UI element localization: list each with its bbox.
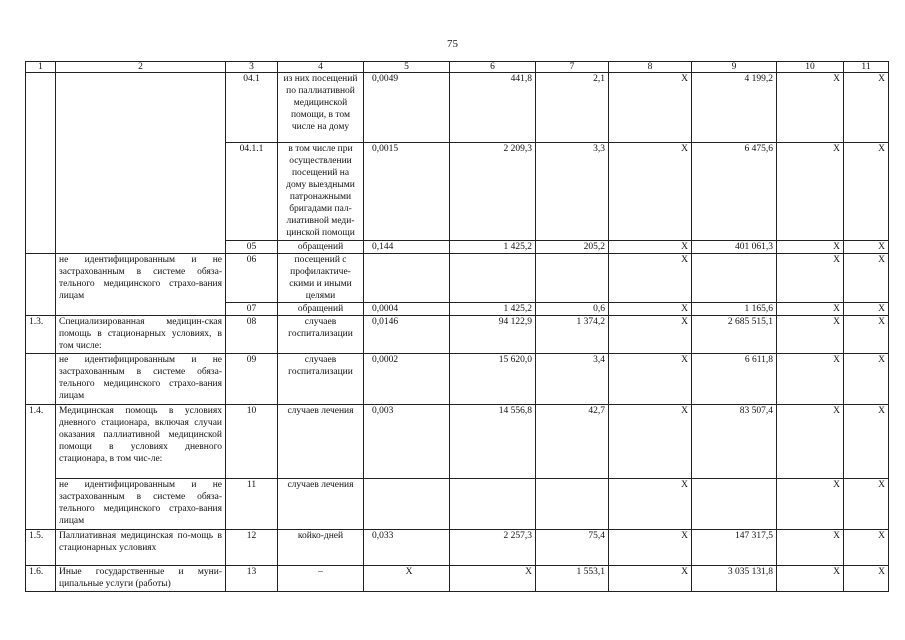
table-row [26,530,889,566]
cell-value: X [609,479,692,530]
cost-norm [450,254,536,303]
service-description: Иные государственные и муни-ципальные услуги (работы) [56,566,226,592]
service-description: Паллиативная медицинская по-мощь в стационарных условиях [56,530,226,566]
volume-norm [364,254,450,303]
cell-value: X [609,354,692,405]
volume-norm: 0,0002 [364,354,450,405]
per-capita-value [536,479,609,530]
total-value: 401 061,3 [692,241,777,254]
unit-of-measure: случаев лечения [278,405,364,479]
per-capita-value: 2,1 [536,73,609,143]
row-code: 04.1 [226,73,278,143]
volume-norm: 0,033 [364,530,450,566]
column-header: 7 [536,62,609,73]
column-header: 11 [844,62,889,73]
cell-value: X [844,354,889,405]
volume-norm: 0,0146 [364,316,450,354]
unit-of-measure: койко-дней [278,530,364,566]
section-number [26,73,56,254]
cell-value: X [609,316,692,354]
row-code: 13 [226,566,278,592]
unit-of-measure: случаев лечения [278,479,364,530]
service-description: не идентифицированным и не застрахованным в системе обяза-тельного медицинского страхо-вания лицам [56,479,226,530]
cell-value: X [777,479,844,530]
cell-value: X [609,303,692,316]
row-code: 08 [226,316,278,354]
volume-norm: X [364,566,450,592]
cost-norm: 441,8 [450,73,536,143]
column-header: 10 [777,62,844,73]
section-number: 1.4. [26,405,56,530]
row-code: 06 [226,254,278,303]
cost-norm: 2 209,3 [450,143,536,241]
per-capita-value: 1 374,2 [536,316,609,354]
cell-value: X [777,303,844,316]
per-capita-value: 205,2 [536,241,609,254]
column-header: 6 [450,62,536,73]
cell-value: X [609,566,692,592]
total-value [692,479,777,530]
column-header: 1 [26,62,56,73]
row-code: 09 [226,354,278,405]
unit-of-measure: – [278,566,364,592]
total-value: 83 507,4 [692,405,777,479]
total-value: 1 165,6 [692,303,777,316]
table-row [26,354,889,405]
table-row [26,479,889,530]
unit-of-measure: случаев госпитализации [278,316,364,354]
column-header: 2 [56,62,226,73]
service-description [56,73,226,254]
per-capita-value: 1 553,1 [536,566,609,592]
column-header: 5 [364,62,450,73]
cell-value: X [844,143,889,241]
table-row [26,566,889,592]
row-code: 04.1.1 [226,143,278,241]
cell-value: X [777,241,844,254]
cell-value: X [777,73,844,143]
column-header: 4 [278,62,364,73]
cell-value: X [609,73,692,143]
cost-norm: 2 257,3 [450,530,536,566]
total-value: 2 685 515,1 [692,316,777,354]
cell-value: X [844,303,889,316]
cell-value: X [844,316,889,354]
cell-value: X [777,566,844,592]
cell-value: X [844,405,889,479]
section-number: 1.6. [26,566,56,592]
service-description: Медицинская помощь в условиях дневного стационара, включая случаи оказания паллиативной медицинской помощи в условиях дневного стационара, в том чис-ле: [56,405,226,479]
section-number: 1.5. [26,530,56,566]
page-number: 75 [447,38,458,50]
table-row [26,316,889,354]
volume-norm: 0,0004 [364,303,450,316]
cell-value: X [609,241,692,254]
per-capita-value: 75,4 [536,530,609,566]
cell-value: X [609,530,692,566]
cost-norm: 15 620,0 [450,354,536,405]
row-code: 07 [226,303,278,316]
per-capita-value [536,254,609,303]
table-row [26,405,889,479]
total-value: 6 475,6 [692,143,777,241]
volume-norm: 0,0049 [364,73,450,143]
service-description: Специализированная медицин-ская помощь в стационарных условиях, в том числе: [56,316,226,354]
row-code: 11 [226,479,278,530]
per-capita-value: 42,7 [536,405,609,479]
unit-of-measure: посещений с профилактиче-скими и иными целями [278,254,364,303]
data-table [25,61,889,592]
cell-value: X [777,354,844,405]
cost-norm: 94 122,9 [450,316,536,354]
table-row [26,73,889,143]
section-number: 1.3. [26,316,56,354]
cell-value: X [844,530,889,566]
cost-norm: 1 425,2 [450,241,536,254]
cell-value: X [609,405,692,479]
cell-value: X [777,530,844,566]
per-capita-value: 3,4 [536,354,609,405]
total-value: 3 035 131,8 [692,566,777,592]
per-capita-value: 3,3 [536,143,609,241]
cell-value: X [844,566,889,592]
cell-value: X [777,254,844,303]
service-description: не идентифицированным и не застрахованным в системе обяза-тельного медицинского страхо-вания лицам [56,254,226,316]
cell-value: X [777,143,844,241]
table-row [26,254,889,303]
cell-value: X [844,254,889,303]
volume-norm: 0,144 [364,241,450,254]
total-value: 6 611,8 [692,354,777,405]
per-capita-value: 0,6 [536,303,609,316]
service-description: не идентифицированным и не застрахованным в системе обяза-тельного медицинского страхо-вания лицам [56,354,226,405]
cost-norm: X [450,566,536,592]
cell-value: X [609,143,692,241]
column-header: 3 [226,62,278,73]
unit-of-measure: обращений [278,241,364,254]
total-value [692,254,777,303]
column-header: 8 [609,62,692,73]
row-code: 10 [226,405,278,479]
cost-norm: 1 425,2 [450,303,536,316]
cell-value: X [844,73,889,143]
header-row [26,62,889,73]
volume-norm [364,479,450,530]
total-value: 4 199,2 [692,73,777,143]
volume-norm: 0,003 [364,405,450,479]
unit-of-measure: случаев госпитализации [278,354,364,405]
row-code: 05 [226,241,278,254]
section-number [26,254,56,316]
row-code: 12 [226,530,278,566]
cost-norm [450,479,536,530]
cell-value: X [609,254,692,303]
cell-value: X [777,405,844,479]
cell-value: X [844,479,889,530]
column-header: 9 [692,62,777,73]
cell-value: X [777,316,844,354]
unit-of-measure: в том числе при осуществлении посещений на дому выездными патронажными бригадами пал-лиативной меди-цинской помощи [278,143,364,241]
volume-norm: 0,0015 [364,143,450,241]
cost-norm: 14 556,8 [450,405,536,479]
section-number [26,354,56,405]
unit-of-measure: из них посещений по паллиативной медицинской помощи, в том числе на дому [278,73,364,143]
cell-value: X [844,241,889,254]
total-value: 147 317,5 [692,530,777,566]
unit-of-measure: обращений [278,303,364,316]
